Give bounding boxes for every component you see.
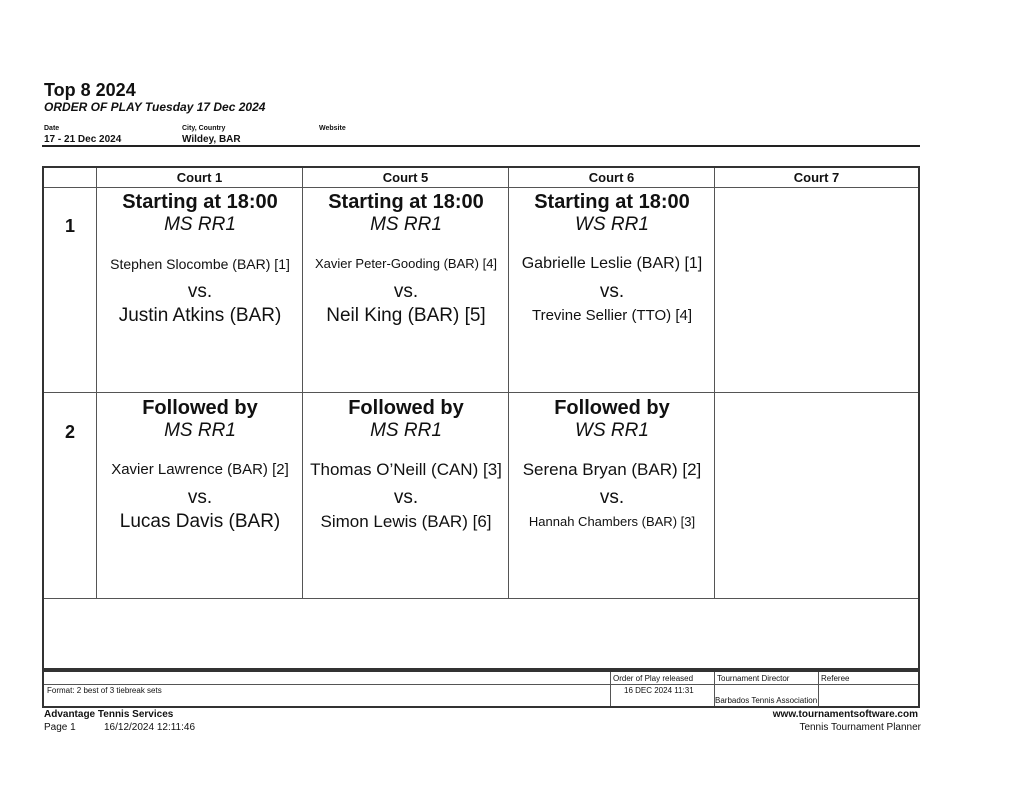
product-name: Tennis Tournament Planner [799,722,921,733]
court-header: Court 7 [793,170,840,185]
court-header: Court 1 [176,170,223,185]
player-two: Trevine Sellier (TTO) [4] [531,307,693,324]
player-one: Serena Bryan (BAR) [2] [522,460,702,479]
player-two: Lucas Davis (BAR) [119,511,281,532]
court-header: Court 5 [382,170,429,185]
start-time: Followed by [348,397,464,419]
footer-box [42,670,920,708]
event-code: MS RR1 [164,420,236,441]
format-text: Format: 2 best of 3 tiebreak sets [47,686,162,695]
released-label: Order of Play released [613,674,694,683]
player-one: Xavier Peter-Gooding (BAR) [4] [314,256,498,271]
page-number: Page 1 [44,722,76,733]
footer-divider [44,684,918,685]
court-header: Court 6 [588,170,635,185]
player-two: Justin Atkins (BAR) [118,305,282,326]
city-label: City, Country [182,125,226,132]
player-one: Xavier Lawrence (BAR) [2] [111,461,289,478]
schedule-grid [42,166,920,670]
start-time: Starting at 18:00 [122,191,278,213]
referee-label: Referee [821,674,850,683]
match-cell [509,394,715,534]
versus-label: vs. [393,487,419,508]
player-one: Thomas O’Neill (CAN) [3] [310,460,502,479]
released-value: 16 DEC 2024 11:31 [624,686,694,695]
player-two: Simon Lewis (BAR) [6] [320,512,492,531]
grid-divider [44,598,918,599]
start-time: Followed by [142,397,258,419]
player-one: Stephen Slocombe (BAR) [1] [110,256,290,272]
round-number: 1 [64,216,75,236]
city-value: Wildey, BAR [182,134,241,145]
versus-label: vs. [187,281,213,302]
start-time: Starting at 18:00 [534,191,690,213]
versus-label: vs. [599,281,625,302]
versus-label: vs. [393,281,419,302]
event-code: MS RR1 [370,420,442,441]
event-code: MS RR1 [164,214,236,235]
header-divider [42,145,920,147]
director-label: Tournament Director [717,674,790,683]
event-code: MS RR1 [370,214,442,235]
match-cell [509,188,715,328]
order-of-play-subtitle: ORDER OF PLAY Tuesday 17 Dec 2024 [44,100,266,114]
match-cell [303,394,509,534]
website-label: Website [319,125,346,132]
company-name: Advantage Tennis Services [44,709,174,720]
grid-divider [44,392,918,393]
date-value: 17 - 21 Dec 2024 [44,134,122,145]
event-code: WS RR1 [575,214,649,235]
round-number: 2 [64,422,75,442]
footer-divider [818,672,819,706]
match-cell [97,394,303,534]
event-code: WS RR1 [575,420,649,441]
match-cell [97,188,303,328]
player-two: Neil King (BAR) [5] [326,305,486,326]
start-time: Starting at 18:00 [328,191,484,213]
start-time: Followed by [554,397,670,419]
versus-label: vs. [599,487,625,508]
date-label: Date [44,125,60,132]
versus-label: vs. [187,487,213,508]
printed-timestamp: 16/12/2024 12:11:46 [104,722,196,733]
player-two: Hannah Chambers (BAR) [3] [528,514,696,529]
website-link[interactable]: www.tournamentsoftware.com [772,709,918,720]
footer-divider [610,672,611,706]
match-cell [303,188,509,328]
director-value: Barbados Tennis Association [715,696,818,705]
tournament-title: Top 8 2024 [44,80,136,100]
player-one: Gabrielle Leslie (BAR) [1] [521,255,703,272]
